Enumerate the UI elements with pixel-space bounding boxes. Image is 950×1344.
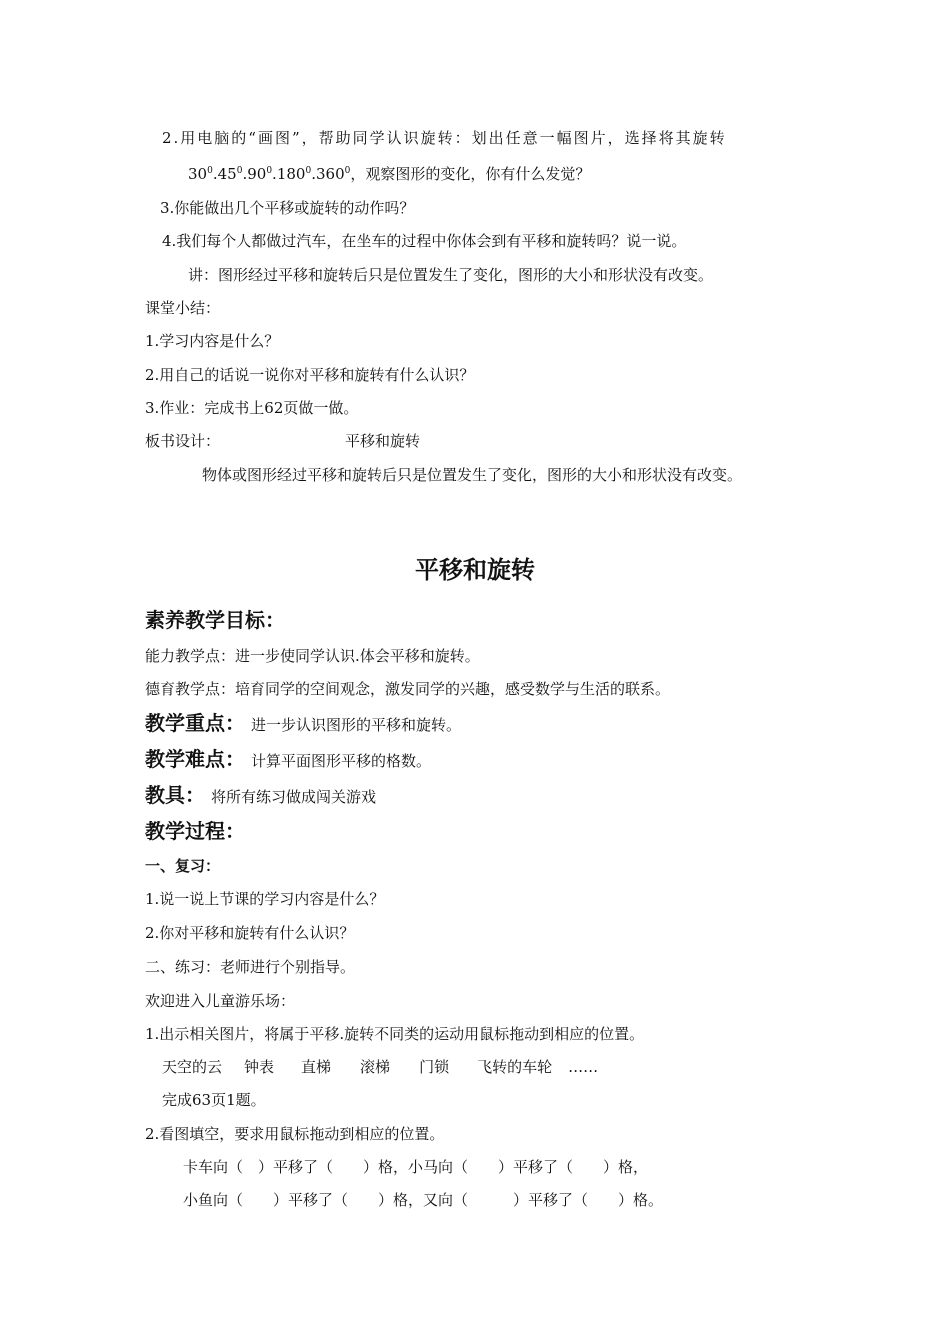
review-item-1: 1.说一说上节课的学习内容是什么？	[145, 890, 385, 908]
welcome-line: 欢迎进入儿童游乐场：	[145, 992, 296, 1010]
angle-90: 90	[247, 165, 267, 183]
tools-text: 将所有练习做成闯关游戏	[211, 788, 377, 806]
degree-mark: 0	[344, 166, 351, 176]
motion-items	[162, 1057, 598, 1077]
board-design-content: 物体或图形经过平移和旋转后只是位置发生了变化，图形的大小和形状没有改变。	[202, 466, 743, 484]
angle-separator: .	[272, 165, 277, 183]
rotation-angles	[188, 164, 590, 184]
motion-item: 直梯	[301, 1058, 332, 1076]
key-point-label: 教学重点：	[145, 711, 245, 735]
degree-mark: 0	[207, 166, 213, 176]
angle-separator: .	[311, 165, 316, 183]
question-2-tail: ，观察图形的变化，你有什么发觉？	[350, 165, 591, 183]
motion-item: 钟表	[244, 1058, 275, 1076]
angle-separator: .	[212, 165, 218, 183]
tools-label: 教具：	[145, 783, 205, 807]
key-point	[145, 710, 461, 736]
ability-goal: 能力教学点：进一步使同学认识.体会平移和旋转。	[145, 647, 480, 665]
difficulty-text: 计算平面图形平移的格数。	[251, 752, 432, 770]
exercise-1: 1.出示相关图片，将属于平移.旋转不同类的运动用鼠标拖动到相应的位置。	[145, 1025, 645, 1043]
explanation: 讲：图形经过平移和旋转后只是位置发生了变化，图形的大小和形状没有改变。	[188, 266, 714, 284]
ellipsis: ……	[568, 1058, 599, 1076]
angle-360: 360	[315, 165, 345, 183]
degree-mark: 0	[266, 166, 273, 176]
finish-exercise: 完成63页1题。	[162, 1091, 266, 1109]
summary-item-2: 2.用自己的话说一说你对平移和旋转有什么认识？	[145, 366, 475, 384]
fill-blank-2: 小鱼向（ ）平移了（ ）格，又向（ ）平移了（ ）格。	[183, 1191, 664, 1209]
question-4: 4.我们每个人都做过汽车，在坐车的过程中你体会到有平移和旋转吗？说一说。	[162, 232, 687, 250]
question-2: 2.用电脑的“画图”，帮助同学认识旋转：划出任意一幅图片，选择将其旋转	[162, 129, 727, 147]
lesson-title: 平移和旋转	[415, 556, 535, 584]
summary-item-3: 3.作业：完成书上62页做一做。	[145, 399, 359, 417]
exercise-2: 2.看图填空，要求用鼠标拖动到相应的位置。	[145, 1125, 445, 1143]
motion-item: 飞转的车轮	[477, 1058, 553, 1076]
degree-mark: 0	[236, 166, 243, 176]
angle-45: 45	[217, 165, 237, 183]
difficulty-point	[145, 746, 431, 772]
angle-30: 30	[188, 165, 208, 183]
summary-heading: 课堂小结：	[145, 299, 221, 317]
difficulty-label: 教学难点：	[145, 747, 245, 771]
motion-item: 天空的云	[162, 1058, 223, 1076]
review-heading: 一、复习：	[145, 857, 221, 875]
teaching-tools	[145, 782, 376, 808]
fill-blank-1: 卡车向（ ）平移了（ ）格，小马向（ ）平移了（ ）格，	[183, 1158, 649, 1176]
degree-mark: 0	[305, 166, 312, 176]
question-3: 3.你能做出几个平移或旋转的动作吗？	[160, 199, 415, 217]
board-design-label: 板书设计：	[145, 432, 221, 450]
angle-180: 180	[276, 165, 306, 183]
motion-item: 滚梯	[360, 1058, 391, 1076]
review-item-2: 2.你对平移和旋转有什么认识？	[145, 924, 355, 942]
practice-heading: 二、练习：老师进行个别指导。	[145, 958, 356, 976]
angle-separator: .	[242, 165, 248, 183]
moral-goal: 德育教学点：培育同学的空间观念，激发同学的兴趣，感受数学与生活的联系。	[145, 680, 671, 698]
board-design-title: 平移和旋转	[345, 432, 421, 450]
motion-item: 门锁	[419, 1058, 450, 1076]
key-point-text: 进一步认识图形的平移和旋转。	[251, 716, 462, 734]
goals-heading: 素养教学目标：	[145, 608, 285, 632]
process-heading: 教学过程：	[145, 819, 245, 843]
summary-item-1: 1.学习内容是什么？	[145, 332, 280, 350]
